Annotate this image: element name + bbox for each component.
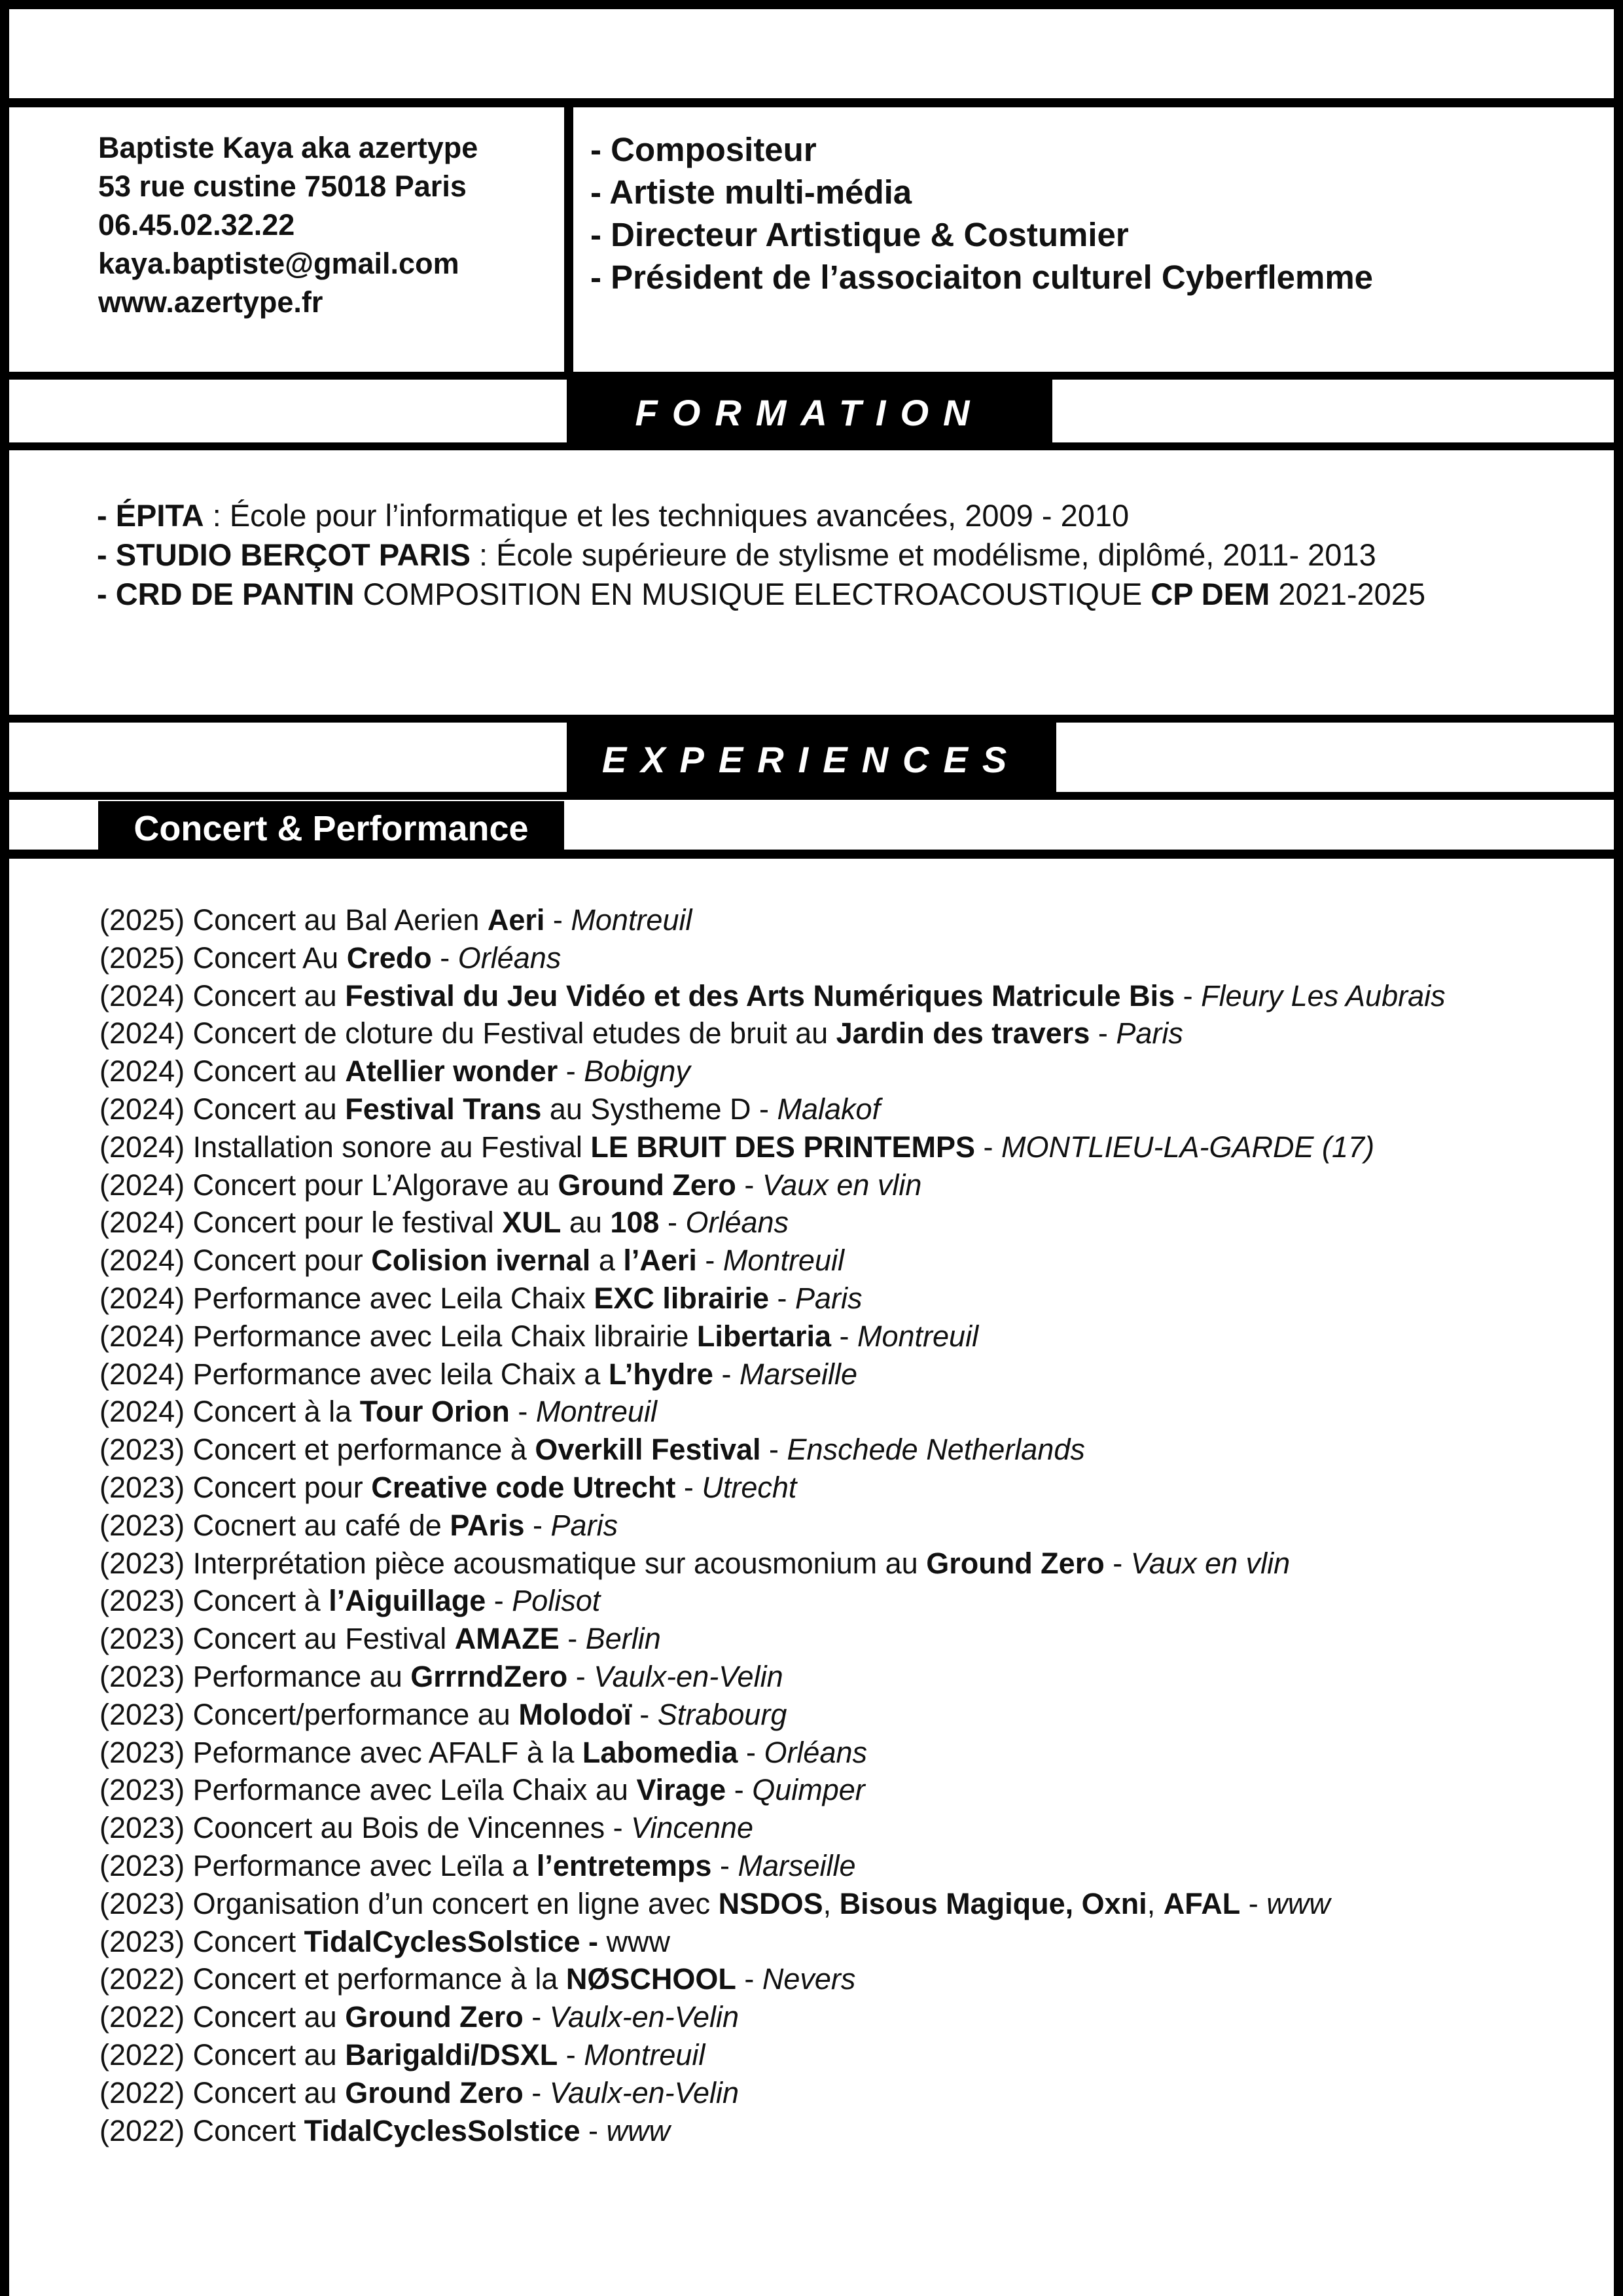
event-item [99,1128,1507,1166]
plain-text: - [736,1168,762,1202]
emphasis-text: Virage [636,1773,726,1807]
plain-text: - [431,941,458,975]
emphasis-text: l’entretemps [536,1848,712,1882]
plain-text: au Systheme D - [541,1092,777,1126]
location-text: Paris [795,1281,863,1315]
experiences-title: EXPERIENCES [601,738,1022,780]
divider [564,98,573,380]
emphasis-text: Colision ivernal [371,1244,591,1278]
location-text: Marseille [739,1357,857,1391]
event-item [99,1885,1507,1923]
plain-text: (2023) Interprétation pièce acousmatique sur acousmonium au [99,1546,927,1580]
emphasis-text: Overkill Festival [535,1433,761,1467]
emphasis-text: XUL [502,1206,562,1240]
emphasis-text: - CRD DE PANTIN [97,577,355,611]
plain-text: - [974,1130,1001,1164]
emphasis-text: Libertaria [696,1319,831,1353]
contact-block [98,128,556,321]
plain-text: - [831,1319,857,1353]
formation-heading [567,378,1052,446]
event-item [99,1620,1507,1658]
event-item [99,1696,1507,1734]
emphasis-text: Jardin des travers [836,1016,1090,1050]
emphasis-text: Ground Zero [558,1168,736,1202]
formation-list [97,496,1602,614]
emphasis-text: CP DEM [1150,577,1270,611]
location-text: Orléans [764,1735,868,1769]
plain-text: - [696,1244,723,1278]
plain-text: (2022) Concert au [99,2075,346,2109]
location-text: Strabourg [657,1697,787,1731]
plain-text: - [523,2075,550,2109]
event-item [99,1166,1507,1204]
emphasis-text: Festival du Jeu Vidéo et des Arts Numériques Matricule Bis [345,978,1175,1013]
emphasis-text: NSDOS [718,1886,823,1920]
plain-text: - [711,1848,738,1882]
role-item: - Directeur Artistique & Costumier [590,216,1129,253]
roles-list [590,128,1572,298]
location-text: Fleury Les Aubrais [1201,978,1446,1013]
plain-text: (2023) Concert pour [99,1470,372,1504]
plain-text: - [559,1622,586,1656]
plain-text: - [523,2000,550,2034]
event-item [99,1507,1507,1545]
location-text: Vincenne [631,1811,753,1845]
location-text: Montreuil [535,1395,657,1429]
emphasis-text: Ground Zero [345,2075,524,2109]
location-text: Paris [550,1508,618,1542]
location-text: MONTLIEU-LA-GARDE (17) [1001,1130,1375,1164]
event-item [99,1658,1507,1696]
plain-text: (2024) Concert pour L’Algorave au [99,1168,558,1202]
plain-text: - [558,1054,584,1088]
emphasis-text: - STUDIO BERÇOT PARIS [97,537,471,572]
plain-text: (2025) Concert Au [99,941,347,975]
plain-text: : École pour l’informatique et les techniques avancées, 2009 - 2010 [204,498,1130,533]
event-item [99,1998,1507,2036]
event-item [99,1393,1507,1431]
plain-text: (2022) Concert [99,2113,304,2147]
emphasis-text: Creative code Utrecht [371,1470,676,1504]
experiences-heading [567,721,1056,797]
event-item [99,1545,1507,1583]
plain-text: (2022) Concert au [99,2037,346,2072]
plain-text: - [558,2037,584,2072]
location-text: Montreuil [722,1244,844,1278]
plain-text: - [544,903,571,937]
plain-text: (2024) Concert au [99,978,346,1013]
plain-text: (2024) Concert pour le festival [99,1206,503,1240]
event-item [99,1431,1507,1469]
location-text: Marseille [738,1848,856,1882]
plain-text: (2023) Concert à [99,1584,329,1618]
location-text: Orléans [457,941,562,975]
plain-text: - [580,2113,607,2147]
plain-text: (2023) Performance avec Leïla Chaix au [99,1773,637,1807]
plain-text: - [524,1508,551,1542]
event-item [99,1771,1507,1809]
plain-text: (2023) Concert au Festival [99,1622,455,1656]
plain-text: - [659,1206,686,1240]
emphasis-text: Barigaldi/DSXL [345,2037,558,2072]
plain-text: (2024) Performance avec Leila Chaix librairie [99,1319,697,1353]
emphasis-text: Labomedia [582,1735,738,1769]
plain-text: (2023) Peformance avec AFALF à la [99,1735,582,1769]
plain-text: COMPOSITION EN MUSIQUE ELECTROACOUSTIQUE [354,577,1151,611]
plain-text: - [1104,1546,1131,1580]
location-text: Vaux en vlin [1130,1546,1291,1580]
event-item [99,1734,1507,1772]
event-item [99,1923,1507,1961]
emphasis-text: Atellier wonder [345,1054,558,1088]
emphasis-text: TidalCyclesSolstice - [304,1924,599,1958]
plain-text: (2024) Performance avec Leila Chaix [99,1281,594,1315]
emphasis-text: EXC librairie [594,1281,769,1315]
emphasis-text: GrrrndZero [410,1659,568,1693]
plain-text: au [561,1206,611,1240]
location-text: Montreuil [571,903,692,937]
contact-address: 53 rue custine 75018 Paris [98,170,467,203]
location-text: Montreuil [857,1319,979,1353]
location-text: Bobigny [584,1054,690,1088]
plain-text: (2024) Installation sonore au Festival [99,1130,591,1164]
emphasis-text: LE BRUIT DES PRINTEMPS [590,1130,975,1164]
location-text: Montreuil [584,2037,705,2072]
emphasis-text: l’Aiguillage [329,1584,486,1618]
emphasis-text: TidalCyclesSolstice [304,2113,580,2147]
plain-text: (2023) Cocnert au café de [99,1508,450,1542]
location-text: Enschede Netherlands [787,1433,1085,1467]
location-text: Polisot [512,1584,601,1618]
location-text: Vaulx-en-Velin [549,2075,740,2109]
emphasis-text: 108 [610,1206,660,1240]
contact-name: Baptiste Kaya aka azertype [98,131,478,164]
plain-text: - [769,1281,795,1315]
event-item [99,1052,1507,1090]
location-text: Utrecht [702,1470,797,1504]
plain-text: (2023) Cooncert au Bois de Vincennes - [99,1811,632,1845]
plain-text: (2024) Concert de cloture du Festival etudes de bruit au [99,1016,836,1050]
plain-text: (2024) Concert pour [99,1244,372,1278]
plain-text: (2024) Concert à la [99,1395,360,1429]
emphasis-text: Bisous Magique, Oxni [839,1886,1147,1920]
event-item [99,1280,1507,1318]
formation-item [97,575,1602,614]
emphasis-text: NØSCHOOL [565,1962,736,1996]
plain-text: (2022) Concert au [99,2000,346,2034]
plain-text: 2021-2025 [1270,577,1426,611]
emphasis-text: l’Aeri [623,1244,697,1278]
event-item [99,2112,1507,2150]
plain-text: - [486,1584,512,1618]
location-text: Paris [1116,1016,1183,1050]
formation-item [97,535,1602,575]
contact-phone: 06.45.02.32.22 [98,208,295,242]
formation-title: FORMATION [635,391,984,433]
plain-text: a [590,1244,624,1278]
location-text: Quimper [752,1773,865,1807]
plain-text: (2023) Concert/performance au [99,1697,519,1731]
plain-text: - [675,1470,702,1504]
event-item [99,1355,1507,1393]
plain-text: - [1090,1016,1116,1050]
plain-text: , [823,1886,840,1920]
event-item [99,2074,1507,2112]
emphasis-text: Aeri [487,903,545,937]
location-text: Nevers [762,1962,856,1996]
plain-text: - [631,1697,658,1731]
plain-text: (2022) Concert et performance à la [99,1962,566,1996]
location-text: Vaulx-en-Velin [549,2000,740,2034]
formation-item [97,496,1602,535]
event-item [99,1960,1507,1998]
contact-email: kaya.baptiste@gmail.com [98,247,459,280]
plain-text: - [726,1773,753,1807]
event-item [99,1318,1507,1355]
event-item [99,1847,1507,1885]
role-item: - Président de l’associaiton culturel Cyberflemme [590,259,1374,296]
plain-text: - [509,1395,536,1429]
plain-text: - [713,1357,740,1391]
concert-performance-title: Concert & Performance [134,809,529,848]
event-item [99,1469,1507,1507]
plain-text: - [738,1735,764,1769]
location-text: Vaux en vlin [762,1168,922,1202]
event-item [99,1090,1507,1128]
plain-text: (2023) Concert et performance à [99,1433,535,1467]
plain-text: - [736,1962,762,1996]
role-item: - Artiste multi-média [590,173,912,211]
emphasis-text: PAris [450,1508,525,1542]
events-list [99,901,1507,2149]
plain-text: - [760,1433,787,1467]
plain-text: - [567,1659,594,1693]
emphasis-text: AFAL [1163,1886,1241,1920]
contact-website: www.azertype.fr [98,285,323,319]
plain-text: - [1175,978,1202,1013]
event-item [99,1809,1507,1847]
event-item [99,1242,1507,1280]
emphasis-text: Ground Zero [345,2000,524,2034]
emphasis-text: Festival Trans [345,1092,542,1126]
plain-text: (2023) Performance au [99,1659,411,1693]
location-text: Berlin [585,1622,661,1656]
plain-text: (2023) Organisation d’un concert en ligne avec [99,1886,719,1920]
plain-text: (2024) Concert au [99,1092,346,1126]
emphasis-text: AMAZE [454,1622,560,1656]
event-item [99,1582,1507,1620]
emphasis-text: Ground Zero [926,1546,1105,1580]
emphasis-text: Molodoï [518,1697,632,1731]
location-text: Malakof [777,1092,881,1126]
emphasis-text: L’hydre [608,1357,713,1391]
plain-text: www [598,1924,671,1958]
plain-text: : École supérieure de stylisme et modélisme, diplômé, 2011- 2013 [470,537,1376,572]
location-text: Orléans [685,1206,789,1240]
event-item [99,2036,1507,2074]
emphasis-text: Tour Orion [359,1395,510,1429]
role-item: - Compositeur [590,131,817,168]
emphasis-text: - ÉPITA [97,498,204,533]
location-text: www [606,2113,671,2147]
plain-text: - [1240,1886,1267,1920]
concert-performance-heading [98,801,564,856]
divider [0,98,1623,107]
plain-text: (2023) Concert [99,1924,304,1958]
location-text: www [1266,1886,1330,1920]
event-item [99,901,1507,939]
emphasis-text: Credo [346,941,432,975]
event-item [99,977,1507,1015]
event-item [99,939,1507,977]
plain-text: (2024) Concert au [99,1054,346,1088]
location-text: Vaulx-en-Velin [594,1659,783,1693]
plain-text: , [1147,1886,1164,1920]
plain-text: (2025) Concert au Bal Aerien [99,903,488,937]
event-item [99,1014,1507,1052]
event-item [99,1204,1507,1242]
plain-text: (2024) Performance avec leila Chaix a [99,1357,609,1391]
plain-text: (2023) Performance avec Leïla a [99,1848,537,1882]
